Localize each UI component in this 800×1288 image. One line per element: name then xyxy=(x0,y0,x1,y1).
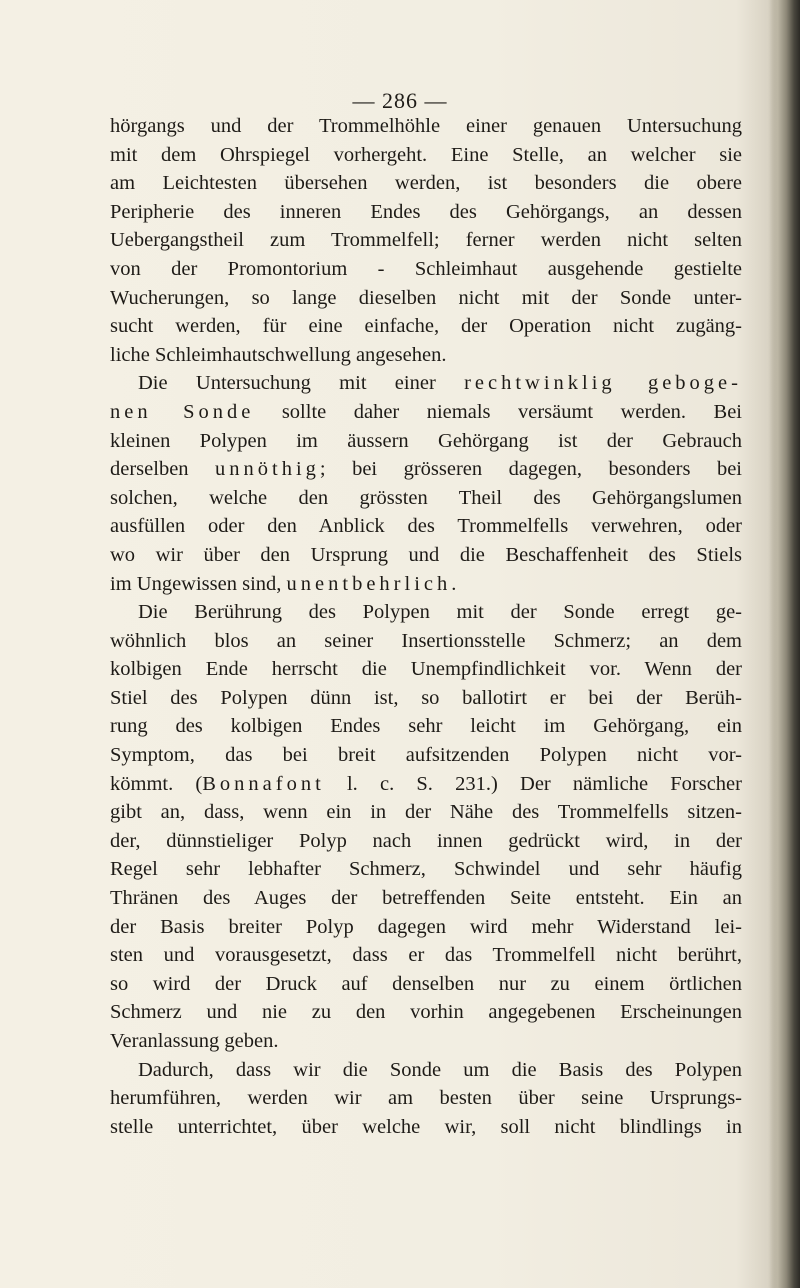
spaced-emphasis: unentbehrlich xyxy=(286,572,452,595)
text-line: Schmerz und nie zu den vorhin angegebenen Erscheinungen xyxy=(110,1001,742,1024)
spaced-emphasis: nen Sonde xyxy=(110,400,255,423)
text-line: hörgangs und der Trommelhöhle einer genauen Untersuchung xyxy=(110,115,742,137)
text-line: Thränen des Auges der betreffenden Seite entsteht. Ein an xyxy=(110,887,742,910)
text-line: Uebergangstheil zum Trommelfell; ferner werden nicht selten xyxy=(110,229,742,252)
text-run: ; bei grösseren dagegen, besonders bei xyxy=(319,458,742,481)
text-line: stelle unterrichtet, über welche wir, soll nicht blindlings in xyxy=(110,1115,742,1138)
text-line: herumführen, werden wir am besten über seine Ursprungs- xyxy=(110,1087,742,1110)
text-run: Die Untersuchung mit einer xyxy=(138,372,465,395)
text-line: sucht werden, für eine einfache, der Operation nicht zugäng- xyxy=(110,315,742,338)
text-run: derselben xyxy=(110,458,216,481)
text-line xyxy=(110,570,742,599)
text-line: der Basis breiter Polyp dagegen wird mehr Widerstand lei- xyxy=(110,915,742,938)
text-line: Die Berührung des Polypen mit der Sonde erregt ge- xyxy=(138,601,742,624)
text-line: wöhnlich blos an seiner Insertionsstelle Schmerz; an dem xyxy=(110,629,742,652)
text-line xyxy=(110,770,742,799)
text-line: rung des kolbigen Endes sehr leicht im Gehörgang, ein xyxy=(110,715,742,738)
text-run: . xyxy=(451,572,457,595)
text-run: sollte daher niemals versäumt werden. Bei xyxy=(254,400,743,423)
text-line: Regel sehr lebhafter Schmerz, Schwindel und sehr häufig xyxy=(110,858,742,881)
text-line xyxy=(110,369,742,398)
text-run: kömmt. ( xyxy=(110,772,203,795)
text-line: so wird der Druck auf denselben nur zu einem örtlichen xyxy=(110,972,742,995)
text-run: l. c. S. 231.) Der nämliche Forscher xyxy=(324,772,742,795)
text-line: kolbigen Ende herrscht die Unempfindlichkeit vor. Wenn der xyxy=(110,658,742,681)
text-line: wo wir über den Ursprung und die Beschaffenheit des Stiels xyxy=(110,543,742,566)
text-line: von der Promontorium - Schleimhaut ausgehende gestielte xyxy=(110,257,742,280)
text-line: liche Schleimhautschwellung angesehen. xyxy=(110,343,447,366)
text-line: mit dem Ohrspiegel vorhergeht. Eine Stelle, an welcher sie xyxy=(110,143,742,166)
text-line xyxy=(110,455,742,484)
text-line: ausfüllen oder den Anblick des Trommelfells verwehren, oder xyxy=(110,515,742,538)
text-line xyxy=(110,398,742,427)
text-line: gibt an, dass, wenn ein in der Nähe des Trommelfells sitzen- xyxy=(110,801,742,824)
text-line: kleinen Polypen im äussern Gehörgang ist der Gebrauch xyxy=(110,429,742,452)
body-text xyxy=(110,112,742,1141)
text-line: Symptom, das bei breit aufsitzenden Polypen nicht vor- xyxy=(110,744,742,767)
text-line: solchen, welche den grössten Theil des Gehörgangslumen xyxy=(110,486,742,509)
text-line: sten und vorausgesetzt, dass er das Trommelfell nicht berührt, xyxy=(110,944,742,967)
page-number: — 286 — xyxy=(352,88,448,113)
text-line: Peripherie des inneren Endes des Gehörgangs, an dessen xyxy=(110,200,742,223)
text-line: Wucherungen, so lange dieselben nicht mit der Sonde unter- xyxy=(110,286,742,309)
text-run: im Ungewissen sind, xyxy=(110,572,287,595)
text-line: Stiel des Polypen dünn ist, so ballotirt er bei der Berüh- xyxy=(110,686,742,709)
text-line: Dadurch, dass wir die Sonde um die Basis des Polypen xyxy=(138,1058,742,1081)
text-line: der, dünnstieliger Polyp nach innen gedrückt wird, in der xyxy=(110,829,742,852)
spaced-emphasis: unnöthig xyxy=(215,458,320,481)
spaced-emphasis: rechtwinklig geboge- xyxy=(464,372,742,395)
book-binding-edge xyxy=(770,0,800,1288)
spaced-emphasis: Bonnafont xyxy=(202,772,325,795)
text-line: Veranlassung geben. xyxy=(110,1030,279,1052)
text-line: am Leichtesten übersehen werden, ist besonders die obere xyxy=(110,172,742,195)
